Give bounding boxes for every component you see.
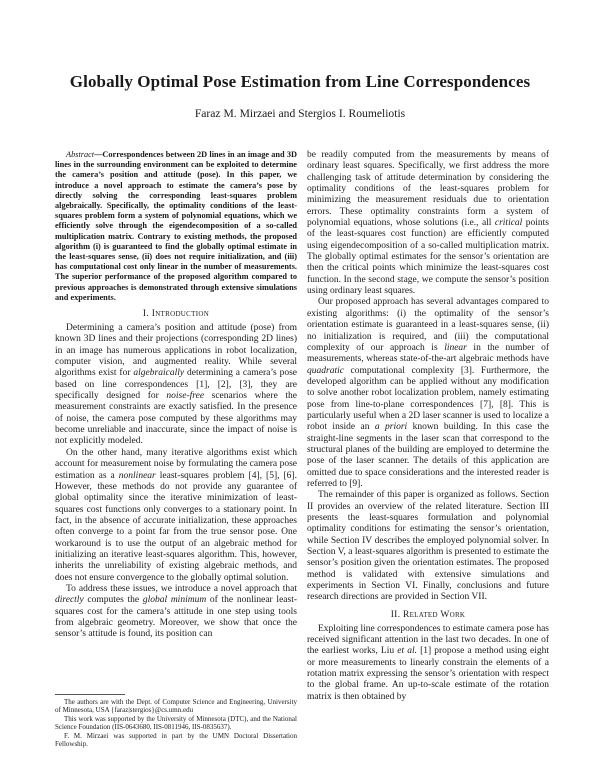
related-paragraph-1	[307, 624, 549, 703]
text-run: [1] propose a method using eight or more measurements to linearly constrain the elements of a rotation matrix expressing the sensor’s orientation with respect to the global frame. An up-to-scale estimate of the rotation matrix is then obtained by	[307, 646, 550, 702]
emphasis: algebraically	[133, 368, 185, 379]
text-run: To address these issues, we introduce a novel approach that	[66, 583, 297, 594]
left-column	[55, 150, 297, 641]
paper-authors: Faraz M. Mirzaei and Stergios I. Roumeliotis	[194, 107, 406, 120]
text-run: known building. In this case the straight-line segments in the laser scan that correspond to the structural planes of the building are employed to determine the pose of the laser scanner. The details of this application are omitted due to space considerations and the interested reader is referred to [9].	[307, 422, 549, 489]
abstract-text: —Correspondences between 2D lines in an image and 3D lines in the surrounding environment can be exploited to determine the camera’s position and attitude (pose). In this paper, we introduce a novel approach to estimate the camera’s pose by directly solving the corresponding least-squares problem algebraically. Specifically, the optimality conditions of the least-squares problem form a system of polynomial equations, which we efficiently solve through the eigendecomposition of a so-called multiplication matrix. Contrary to existing methods, the proposed algorithm (i) is guaranteed to find the globally optimal estimate in the least-squares sense, (ii) does not require initialization, and (iii) has computational cost only linear in the number of measurements. The superior performance of the proposed algorithm compared to previous approaches is demonstrated through extensive simulations and experiments.	[55, 150, 297, 302]
text-run: Determining a camera’s position and attitude (pose) from known 3D lines and their projections (corresponding 2D lines) in an image has numerous applications in robot localization, computer vision, and augmented reality. While several algorithms exist for	[55, 323, 297, 379]
intro-paragraph-3	[55, 584, 297, 641]
footnote-funding: This work was supported by the University of Minnesota (DTC), and the National Science Foundation (IIS-0643680, IIS-0811946, IIS-0835637).	[55, 714, 297, 732]
text-run: computational complexity [3]. Furthermore, the developed algorithm can be applied without any modification to solve another robot localization problem, namely estimating pose from line-to-plane correspondences [7], [8]. This is particularly useful when a 2D laser scanner is used to localize a robot inside an	[307, 365, 549, 433]
footnotes	[55, 698, 297, 748]
text-run: computes the	[83, 595, 143, 606]
right-paragraph-3: The remainder of this paper is organized as follows. Section II provides an overview of the related literature. Section III presents the least-squares formulation and polynomial optimality conditions for estimating the sensor’s orientation, while Section IV describes the employed polynomial solver. In Section V, a least-squares algorithm is presented to estimate the sensor’s position given the orientation estimates. The proposed method is validated with extensive simulations and experiments in Section VI. Finally, conclusions and future research directions are provided in Section VII.	[307, 490, 549, 603]
text-run: Our proposed approach has several advantages compared to existing algorithms: (i) the optimality of the sensor’s orientation estimate is guaranteed in a least-squares sense, (ii) no initialization is required, and (iii) the computational complexity of our approach is	[307, 297, 549, 353]
emphasis: a priori	[374, 422, 408, 433]
emphasis: noise-free	[166, 391, 205, 402]
paper-title: Globally Optimal Pose Estimation from Line Correspondences	[69, 72, 531, 91]
emphasis: directly	[55, 595, 84, 606]
right-paragraph-1	[307, 150, 549, 297]
intro-paragraph-1	[55, 323, 297, 448]
text-run: least-squares problem [4], [5], [6]. However, these methods do not provide any guarantee of global optimality since the iterative minimization of least-squares cost functions only converges to a stationary point. In fact, in the absence of accurate initialization, these approaches often converge to a point far from the true sensor pose. One workaround is to use the output of an algebraic method for initializing an iterative least-squares algorithm. This, however, inherits the unreliability of existing algebraic methods, and does not ensure convergence to the globally optimal solution.	[55, 470, 297, 583]
footnote-fellowship: F. M. Mirzaei was supported in part by the UMN Doctoral Dissertation Fellowship.	[55, 731, 297, 749]
emphasis: nonlinear	[118, 470, 156, 481]
text-run: On the other hand, many iterative algorithms exist which account for measurement noise by formulating the camera pose estimation as a	[55, 447, 297, 481]
intro-paragraph-2	[55, 448, 297, 584]
section-heading-introduction: I. Introduction	[142, 309, 210, 320]
text-run: be readily computed from the measurements by means of ordinary least squares. Specifically, we first address the more challenging task of attitude determination by considering the optimality conditions of the least-squares problem for minimizing the measurement residuals due to orientation errors. These optimality constraints form a system of polynomial equations, whose solutions (i.e., all	[307, 150, 549, 229]
emphasis: critical	[494, 218, 523, 229]
footnote-rule	[55, 694, 125, 695]
text-run: Exploiting line correspondences to estimate camera pose has received significant attention in the last two decades. In one of the earliest works, Liu	[307, 623, 549, 657]
section-heading-related-work: II. Related Work	[390, 609, 466, 620]
right-column	[307, 150, 549, 703]
abstract	[55, 150, 297, 303]
text-run: in the number of measurements, whereas state-of-the-art algebraic methods have	[307, 342, 549, 365]
emphasis: linear	[444, 342, 467, 353]
text-run: scenarios where the measurement constraints are exactly satisfied. In the presence of noise, the camera pose computed by these algorithms may become unreliable and inaccurate, since the impact of noise is not explicitly modeled.	[55, 391, 297, 447]
text-run: points of the least-squares cost function) are efficiently computed using eigendecomposition of a so-called multiplication matrix. The globally optimal estimates for the sensor’s orientation are then the critical points which minimize the least-squares cost function. In the second stage, we compute the sensor’s position using ordinary least squares.	[307, 218, 549, 297]
text-run: determining a camera’s pose based on line correspondences [1], [2], [3], they are specifically designed for	[55, 368, 298, 402]
abstract-label: Abstract	[66, 150, 95, 159]
emphasis: et al.	[397, 646, 417, 657]
emphasis: global minimum	[142, 595, 207, 606]
text-run: of the nonlinear least-squares cost for the camera’s attitude in one step using tools from algebraic geometry. Moreover, we show that once the sensor’s attitude is found, its position can	[55, 595, 298, 640]
emphasis: quadratic	[307, 365, 344, 376]
footnote-affiliation: The authors are with the Dept. of Computer Science and Engineering, University of Minnesota, USA {faraz|stergios}@cs.umn.edu	[55, 698, 297, 715]
right-paragraph-2	[307, 297, 549, 490]
